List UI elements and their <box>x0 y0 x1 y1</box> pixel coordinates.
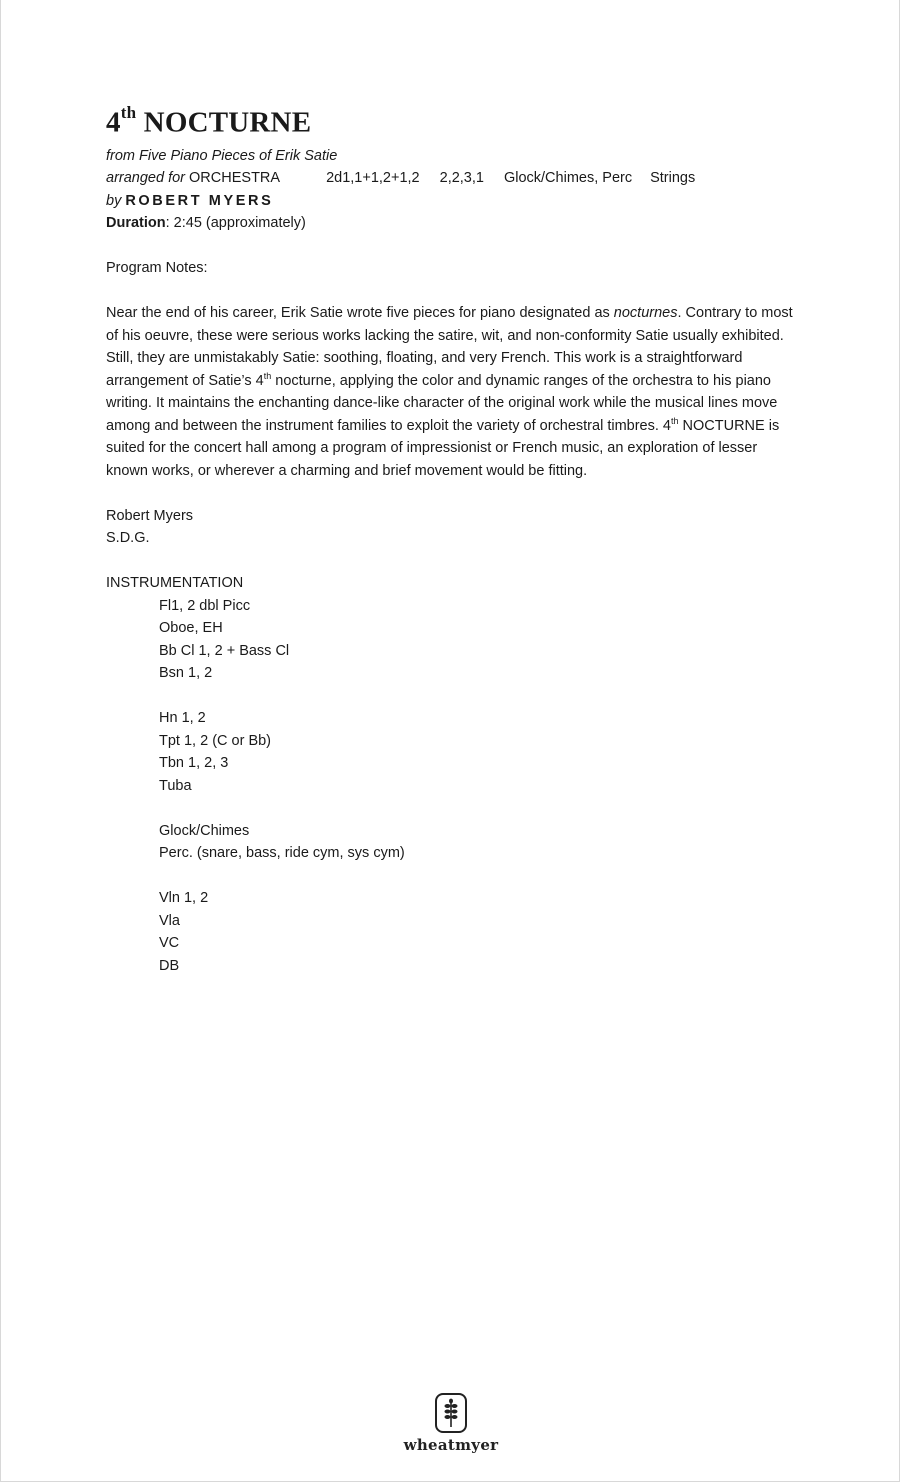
source-line: from Five Piano Pieces of Erik Satie <box>106 147 338 164</box>
duration-line <box>106 212 806 235</box>
strings-section <box>106 887 806 977</box>
percussion-section <box>106 820 806 865</box>
instrument-item: Tuba <box>159 777 192 794</box>
instrument-item: Tbn 1, 2, 3 <box>159 755 229 772</box>
instrument-item: Hn 1, 2 <box>159 710 206 727</box>
arranger-line <box>106 190 806 213</box>
arrangement-line <box>106 167 806 190</box>
instrument-item: VC <box>159 935 180 952</box>
woodwind-count: 2d1,1+1,2+1,2 <box>326 170 420 187</box>
brass-section <box>106 707 806 797</box>
instrument-item: Tpt 1, 2 (C or Bb) <box>159 732 272 749</box>
instrument-item: Glock/Chimes <box>159 822 250 839</box>
woodwind-section <box>106 595 806 685</box>
signature-name: Robert Myers <box>106 507 194 524</box>
publisher-name: wheatmyer <box>403 1436 499 1454</box>
arranger-name: ROBERT MYERS <box>125 192 274 209</box>
brass-count: 2,2,3,1 <box>439 170 484 187</box>
page-content <box>106 96 806 977</box>
program-notes-heading: Program Notes: <box>106 260 208 277</box>
signature-initials: S.D.G. <box>106 530 150 547</box>
program-notes-paragraph: Near the end of his career, Erik Satie wrote five pieces for piano designated as nocturnes. Contrary to most of his oeuvre, these were serious works lacking the satire, wit, and non-conformity Satie usually exhibited. Still, they are unmistakably Satie: soothing, floating, and very French. This work is a straightforward arrangement of Satie’s 4th nocturne, applying the color and dynamic ranges of the orchestra to his piano writing. It maintains the enchanting dance-like character of the original work while the musical lines move among and between the instrument families to exploit the variety of orchestral timbres. 4th NOCTURNE is suited for the concert hall among a program of impressionist or French music, an exploration of lesser known works, or wherever a charming and brief movement would be fitting. <box>106 305 793 479</box>
instrument-item: Perc. (snare, bass, ride cym, sys cym) <box>159 845 405 862</box>
instrument-item: Bb Cl 1, 2 + Bass Cl <box>159 642 290 659</box>
publisher-logo <box>401 1392 501 1454</box>
strings-summary: Strings <box>650 170 696 187</box>
instrument-item: Vln 1, 2 <box>159 890 209 907</box>
instrument-item: Fl1, 2 dbl Picc <box>159 597 251 614</box>
page-title: 4th NOCTURNE <box>106 103 312 139</box>
title-superscript: th <box>120 103 137 122</box>
wheat-icon <box>434 1392 468 1434</box>
percussion-summary: Glock/Chimes, Perc <box>503 170 633 187</box>
ensemble-label: ORCHESTRA <box>189 170 281 187</box>
instrument-item: Vla <box>159 912 180 929</box>
instrument-item: DB <box>159 957 180 974</box>
duration-label: Duration <box>106 215 166 232</box>
instrument-item: Oboe, EH <box>159 620 223 637</box>
duration-value: : 2:45 (approximately) <box>165 215 306 232</box>
by-prefix: by <box>106 192 122 209</box>
instrumentation-heading: INSTRUMENTATION <box>106 575 244 592</box>
arranged-prefix: arranged for <box>106 170 185 187</box>
instrument-item: Bsn 1, 2 <box>159 665 213 682</box>
